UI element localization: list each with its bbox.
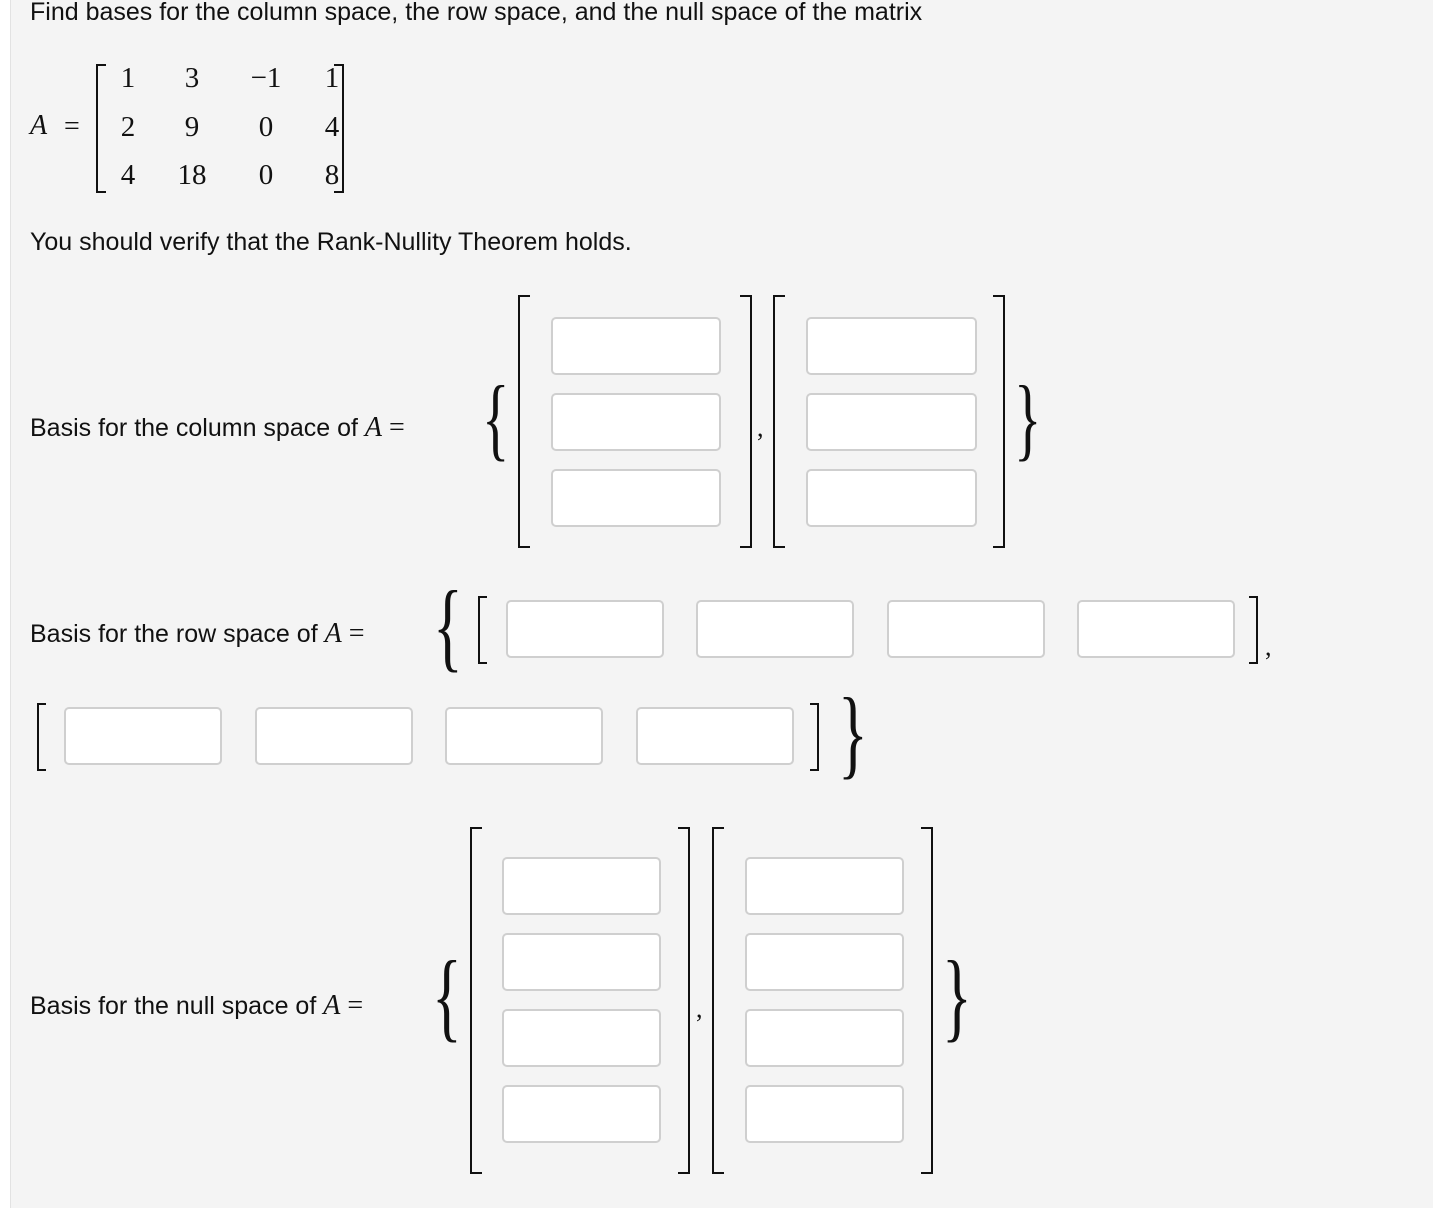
matrix-cell: 8 <box>324 159 340 191</box>
matrix-cell: 9 <box>184 111 200 143</box>
null-space-label: Basis for the null space of A = <box>30 990 364 1021</box>
row-vector-2-entry-3[interactable] <box>445 707 603 765</box>
rank-nullity-note: You should verify that the Rank-Nullity Theorem holds. <box>30 228 632 256</box>
row-space-left-brace: { <box>433 570 463 681</box>
null-vector-2-entry-2[interactable] <box>745 933 904 991</box>
null-vector-2-left-bracket <box>712 827 724 1174</box>
matrix-equals: = <box>64 111 80 142</box>
row-vector-2-entry-4[interactable] <box>636 707 794 765</box>
column-vector-2-right-bracket <box>993 295 1005 548</box>
matrix-cell: 0 <box>258 159 274 191</box>
null-vector-1-left-bracket <box>470 827 482 1174</box>
column-vector-1-entry-2[interactable] <box>551 393 721 451</box>
null-vector-2-right-bracket <box>921 827 933 1174</box>
column-vector-1-entry-1[interactable] <box>551 317 721 375</box>
column-space-comma: , <box>757 413 764 442</box>
matrix-cell: 4 <box>324 111 340 143</box>
row-vector-1-entry-2[interactable] <box>696 600 854 658</box>
column-vector-2-entry-3[interactable] <box>806 469 977 527</box>
matrix-cell: 0 <box>258 111 274 143</box>
null-vector-1-entry-3[interactable] <box>502 1009 661 1067</box>
row-vector-2-entry-2[interactable] <box>255 707 413 765</box>
column-vector-1-right-bracket <box>740 295 752 548</box>
column-space-label: Basis for the column space of A = <box>30 412 405 443</box>
row-space-right-brace: } <box>838 677 868 788</box>
column-vector-2-entry-2[interactable] <box>806 393 977 451</box>
row-vector-2-left-bracket <box>37 703 46 771</box>
null-vector-1-right-bracket <box>678 827 690 1174</box>
column-vector-1-left-bracket <box>518 295 530 548</box>
column-space-right-brace: } <box>1014 367 1042 469</box>
column-vector-2-left-bracket <box>773 295 785 548</box>
row-vector-1-right-bracket <box>1249 596 1258 664</box>
null-space-comma: , <box>696 994 703 1023</box>
null-vector-2-entry-4[interactable] <box>745 1085 904 1143</box>
column-vector-2-entry-1[interactable] <box>806 317 977 375</box>
matrix-cell: 4 <box>120 159 136 191</box>
null-vector-2-entry-1[interactable] <box>745 857 904 915</box>
row-vector-1-entry-1[interactable] <box>506 600 664 658</box>
row-vector-1-entry-4[interactable] <box>1077 600 1235 658</box>
matrix-cell: 1 <box>120 62 136 94</box>
row-vector-1-entry-3[interactable] <box>887 600 1045 658</box>
row-space-comma: , <box>1265 632 1272 661</box>
matrix-cell: 3 <box>184 62 200 94</box>
row-vector-1-left-bracket <box>478 596 487 664</box>
null-space-left-brace: { <box>432 940 462 1051</box>
matrix-label: A <box>30 110 48 141</box>
null-vector-1-entry-2[interactable] <box>502 933 661 991</box>
row-vector-2-entry-1[interactable] <box>64 707 222 765</box>
null-vector-1-entry-1[interactable] <box>502 857 661 915</box>
null-space-right-brace: } <box>942 940 972 1051</box>
matrix-cell: −1 <box>250 62 282 94</box>
matrix-cell: 2 <box>120 111 136 143</box>
column-vector-1-entry-3[interactable] <box>551 469 721 527</box>
matrix-cell: 18 <box>177 159 207 191</box>
column-space-left-brace: { <box>482 367 510 469</box>
row-vector-2-right-bracket <box>810 703 819 771</box>
null-vector-1-entry-4[interactable] <box>502 1085 661 1143</box>
null-vector-2-entry-3[interactable] <box>745 1009 904 1067</box>
matrix-cell: 1 <box>324 62 340 94</box>
row-space-label: Basis for the row space of A = <box>30 618 365 649</box>
problem-prompt: Find bases for the column space, the row space, and the null space of the matrix <box>30 0 923 26</box>
